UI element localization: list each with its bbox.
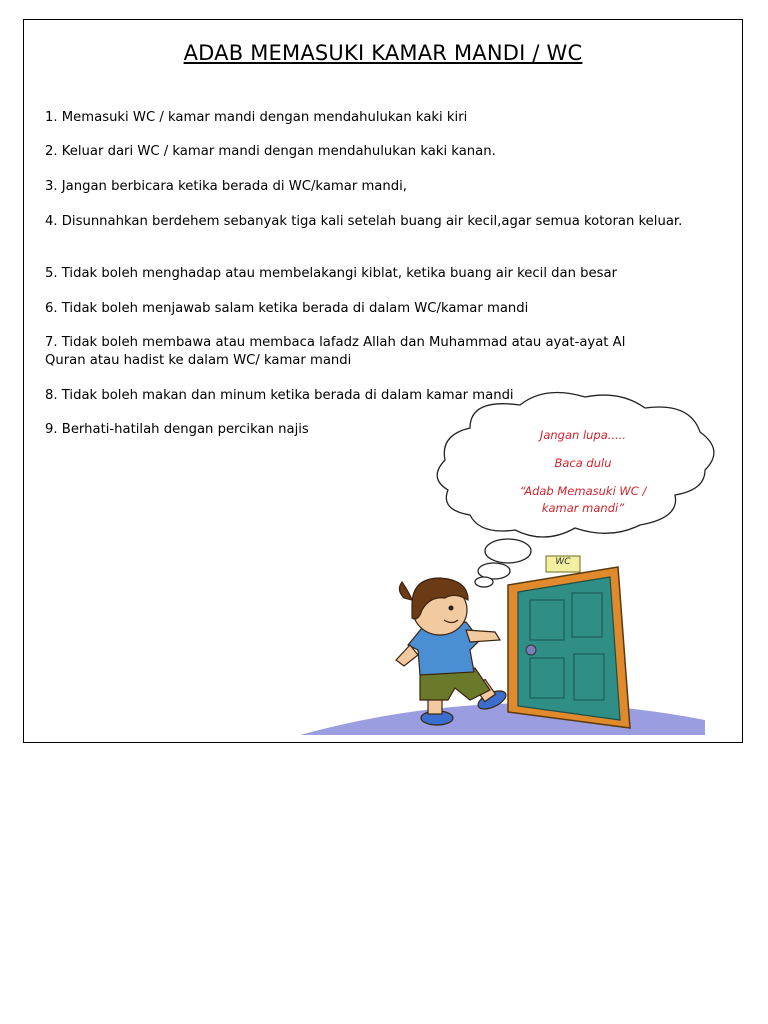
rule-item-5: 5. Tidak boleh menghadap atau membelakangi kiblat, ketika buang air kecil dan besar [45, 266, 618, 281]
bubble-line-1: Jangan lupa..... [539, 428, 627, 442]
rule-item-2: 2. Keluar dari WC / kamar mandi dengan mendahulukan kaki kanan. [45, 144, 496, 159]
rule-item-9: 9. Berhati-hatilah dengan percikan najis [45, 422, 309, 437]
rule-item-1: 1. Memasuki WC / kamar mandi dengan mendahulukan kaki kiri [45, 110, 468, 125]
bubble-line-3: “Adab Memasuki WC / [519, 484, 647, 498]
bubble-line-2: Baca dulu [554, 456, 612, 470]
rule-item-6: 6. Tidak boleh menjawab salam ketika berada di dalam WC/kamar mandi [45, 301, 529, 316]
ground-shape [300, 703, 705, 735]
rule-item-8: 8. Tidak boleh makan dan minum ketika berada di dalam kamar mandi [45, 388, 514, 403]
toilet-door [508, 556, 630, 728]
page-title: ADAB MEMASUKI KAMAR MANDI / WC [183, 41, 583, 65]
bubble-line-4: kamar mandi” [541, 501, 625, 515]
rule-item-3: 3. Jangan berbicara ketika berada di WC/kamar mandi, [45, 179, 407, 194]
door-sign-label: WC [555, 557, 571, 567]
rule-item-4: 4. Disunnahkan berdehem sebanyak tiga kali setelah buang air kecil,agar semua kotoran keluar. [45, 214, 683, 229]
rule-item-7: 7. Tidak boleh membawa atau membaca lafadz Allah dan Muhammad atau ayat-ayat Al Quran atau hadist ke dalam WC/ kamar mandi [45, 335, 626, 368]
child-figure [396, 578, 509, 725]
